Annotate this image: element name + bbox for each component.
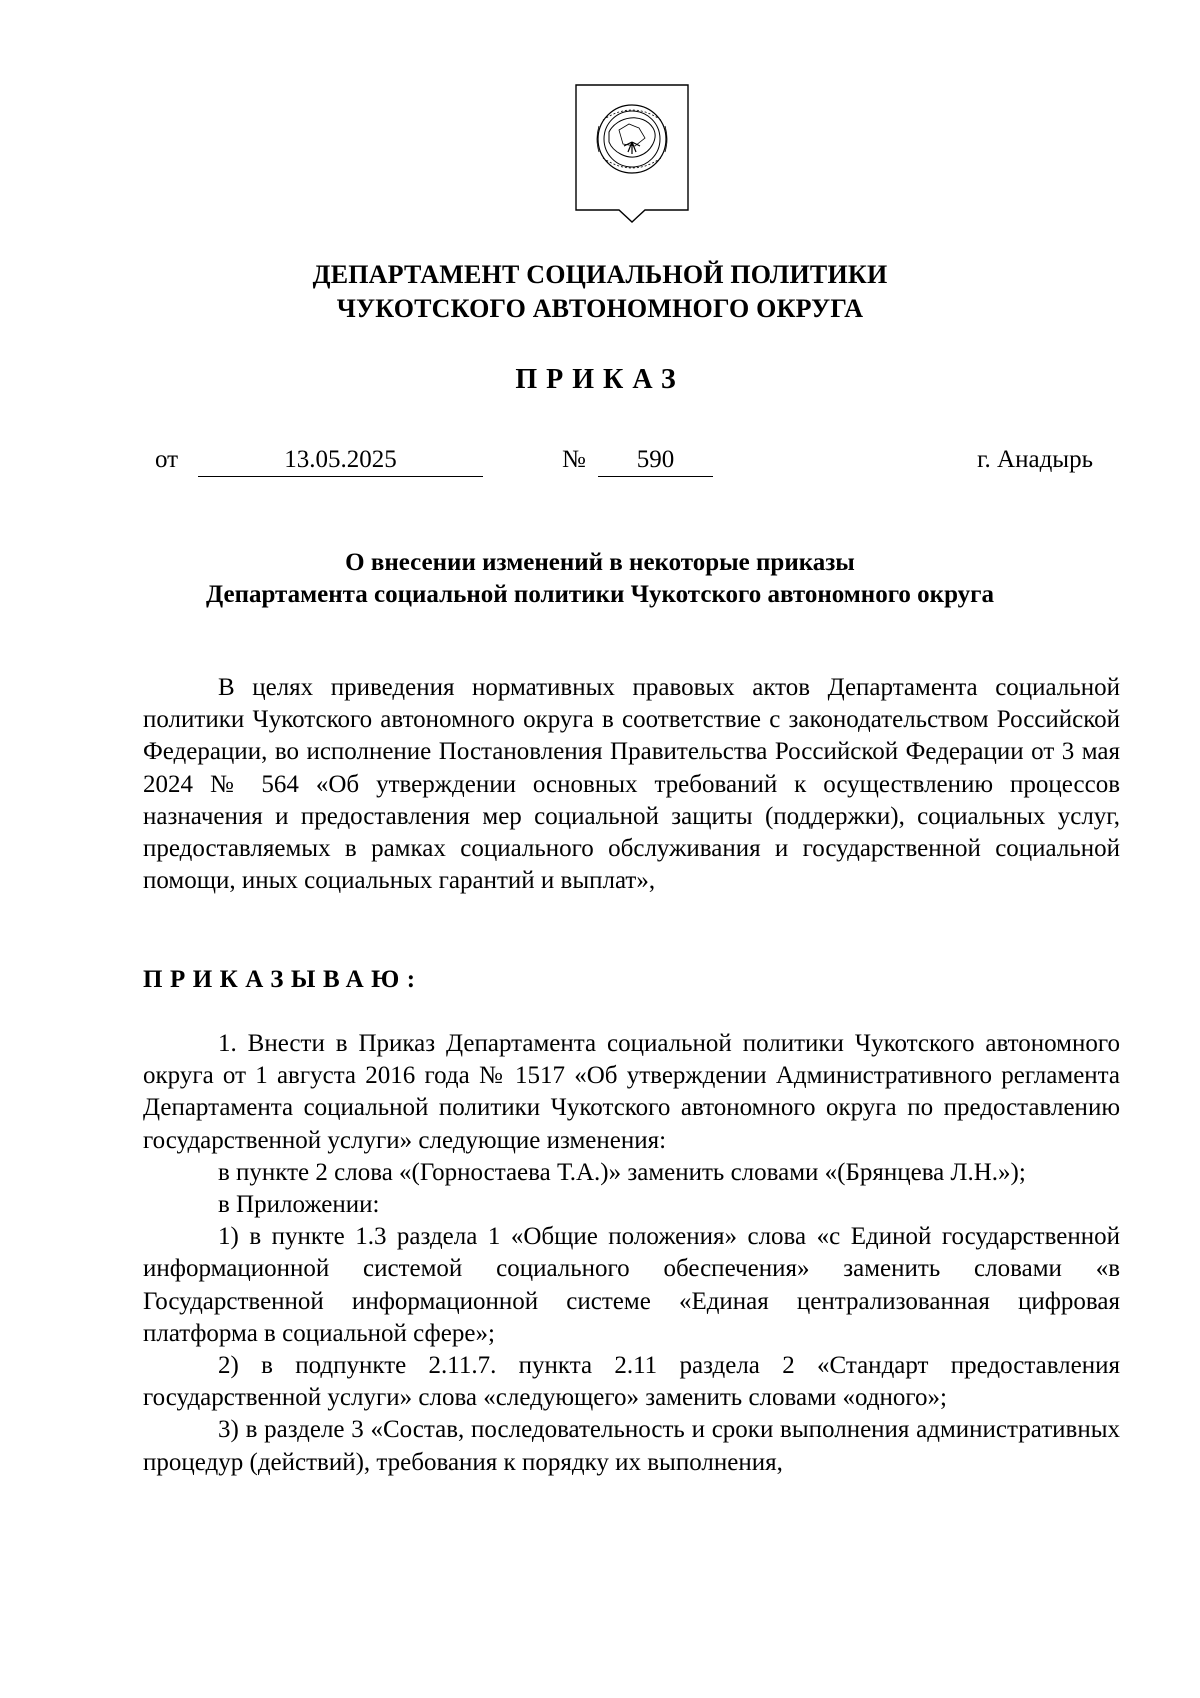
order-item-4: 1) в пункте 1.3 раздела 1 «Общие положения» слова «с Единой государственной информационной системой социального обеспечения» заменить словами «в Государственной информационной системе «Единая централизованная цифровая платформа в социальной сфере»; bbox=[143, 1223, 1120, 1347]
date-prefix: от bbox=[155, 446, 179, 473]
city: г. Анадырь bbox=[977, 446, 1093, 473]
coat-of-arms-emblem bbox=[573, 82, 691, 240]
number-label: № bbox=[562, 446, 586, 473]
preamble-block bbox=[143, 672, 1120, 897]
order-item-3: в Приложении: bbox=[218, 1191, 380, 1219]
order-items bbox=[143, 1028, 1120, 1479]
department-name-line2: ЧУКОТСКОГО АВТОНОМНОГО ОКРУГА bbox=[336, 294, 864, 323]
department-name-line1: ДЕПАРТАМЕНТ СОЦИАЛЬНОЙ ПОЛИТИКИ bbox=[312, 260, 888, 289]
order-item-6: 3) в разделе 3 «Состав, последовательность и сроки выполнения административных процедур (действий), требования к порядку их выполнения, bbox=[143, 1416, 1120, 1476]
document-type-title: ПРИКАЗ bbox=[515, 364, 685, 395]
preamble-paragraph: В целях приведения нормативных правовых актов Департамента социальной политики Чукотского автономного округа в соответствие с законодательством Российской Федерации, во исполнение Постановления Правительства Российской Федерации от 3 мая 2024 № 564 «Об утверждении основных требований к осуществлению процессов назначения и предоставления мер социальной защиты (поддержки), социальных услуг, предоставляемых в рамках социального обслуживания и государственной социальной помощи, иных социальных гарантий и выплат», bbox=[143, 674, 1120, 895]
order-item-2: в пункте 2 слова «(Горностаева Т.А.)» заменить словами «(Брянцева Л.Н.»); bbox=[218, 1158, 1026, 1186]
order-item-1: 1. Внести в Приказ Департамента социальной политики Чукотского автономного округа от 1 августа 2016 года № 1517 «Об утверждении Административного регламента Департамента социальной политики Чукотского автономного округа по предоставлению государственной услуги» следующие изменения: bbox=[143, 1030, 1120, 1154]
order-date: 13.05.2025 bbox=[198, 446, 483, 477]
order-item-5: 2) в подпункте 2.11.7. пункта 2.11 раздела 2 «Стандарт предоставления государственной услуги» слова «следующего» заменить словами «одного»; bbox=[143, 1352, 1120, 1412]
subject-line2: Департамента социальной политики Чукотского автономного округа bbox=[205, 581, 995, 608]
order-directive-word: ПРИКАЗЫВАЮ: bbox=[143, 966, 423, 993]
subject-line1: О внесении изменений в некоторые приказы bbox=[345, 549, 855, 576]
order-number: 590 bbox=[598, 446, 713, 477]
order-subject bbox=[0, 547, 1200, 611]
